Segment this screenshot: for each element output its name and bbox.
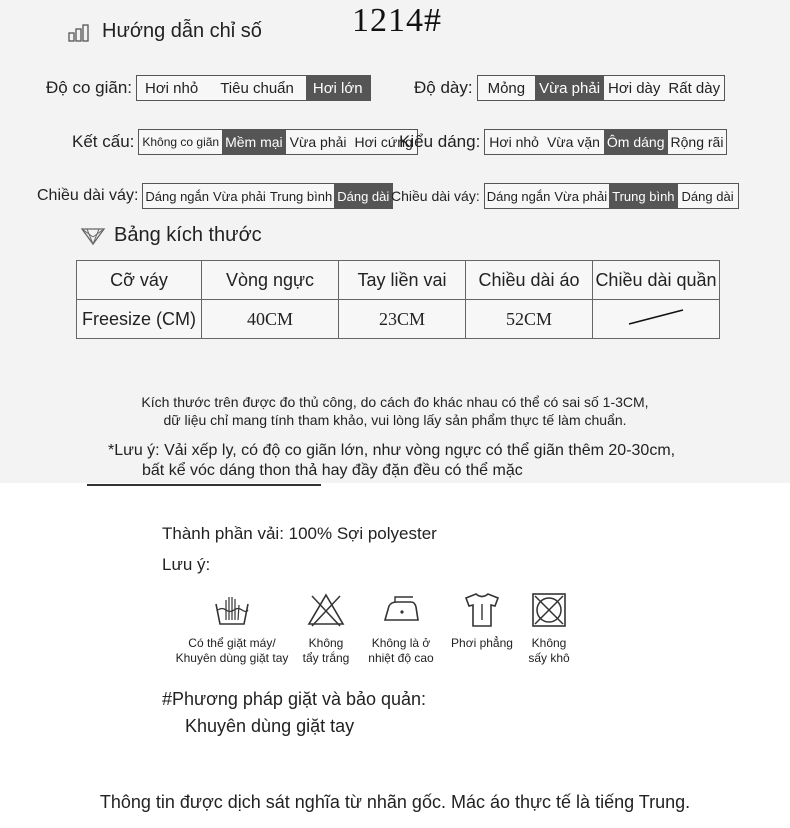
table-cell: 40CM (202, 300, 339, 339)
table-header-row (77, 261, 720, 300)
warning-note-line: bất kể vóc dáng thon thả hay đầy đặn đều có thể mặc (142, 462, 523, 479)
style-option-selected: Ôm dáng (604, 130, 668, 154)
style-option: Hơi nhỏ (489, 134, 539, 150)
thickness-label: Độ dày: (414, 78, 473, 97)
care-item-low-iron (363, 590, 439, 666)
measurement-note-line: Kích thước trên được đo thủ công, do cách đo khác nhau có thể có sai số 1-3CM, (141, 394, 649, 410)
care-label-line: Có thể giặt máy/ (188, 636, 276, 650)
care-label (528, 636, 569, 666)
dress-length-option: Vừa phải (213, 188, 266, 204)
thickness-row (414, 75, 725, 101)
divider (87, 484, 321, 486)
dress-length-option-selected: Trung bình (609, 184, 677, 208)
wash-method-value: Khuyên dùng giặt tay (185, 716, 355, 736)
product-code: 1214# (352, 2, 442, 39)
elasticity-option-selected: Hơi lớn (306, 76, 370, 100)
table-cell: 52CM (466, 300, 593, 339)
warning-note-line: *Lưu ý: Vải xếp ly, có độ co giãn lớn, như vòng ngực có thể giãn thêm 20-30cm, (108, 442, 676, 459)
elasticity-option: Tiêu chuẩn (220, 79, 294, 97)
care-label-line: Phơi phẳng (451, 636, 513, 650)
dress-length-row-1 (37, 183, 393, 209)
care-label (303, 636, 350, 666)
thickness-option-selected: Vừa phải (535, 76, 604, 100)
table-cell: 23CM (339, 300, 466, 339)
care-label (176, 636, 289, 666)
dress-length-option-selected: Dáng dài (334, 184, 392, 208)
diamond-icon (80, 226, 106, 246)
table-header-cell: Cỡ váy (77, 261, 202, 300)
bars-icon (68, 22, 94, 42)
warning-note (108, 441, 675, 481)
style-label: Kiểu dáng: (399, 132, 481, 151)
low-iron-icon (381, 590, 421, 630)
dress-length-label: Chiều dài váy: (391, 188, 480, 204)
elasticity-label: Độ co giãn: (46, 78, 132, 97)
translation-footer: Thông tin được dịch sát nghĩa từ nhãn gốc. Mác áo thực tế là tiếng Trung. (99, 792, 691, 812)
care-label (368, 636, 433, 666)
dash-mark (621, 305, 691, 329)
texture-row (72, 129, 418, 155)
no-bleach-icon (306, 590, 346, 630)
dress-length-option: Vừa phải (554, 188, 608, 204)
measurement-note (0, 393, 790, 429)
style-option: Vừa vặn (546, 134, 600, 150)
dress-length-label: Chiều dài váy: (37, 187, 139, 204)
measurement-note-line: dữ liệu chỉ mang tính tham khảo, vui lòng lấy sản phẩm thực tế làm chuẩn. (163, 412, 627, 428)
table-header-cell: Tay liền vai (339, 261, 466, 300)
elasticity-options (136, 75, 371, 101)
size-table (76, 260, 720, 339)
dress-length-options (142, 183, 393, 209)
care-label-line: Khuyên dùng giặt tay (175, 651, 289, 665)
care-label-line: Không (531, 636, 567, 650)
care-item-hand-wash (172, 590, 292, 666)
care-item-flat-dry (447, 590, 517, 651)
care-label-line: tẩy trắng (302, 651, 350, 665)
care-item-no-tumble-dry (521, 590, 577, 666)
care-label-line: Không (308, 636, 344, 650)
care-label (451, 636, 513, 651)
dress-length-row-2 (391, 183, 739, 209)
thickness-option: Hơi dày (608, 79, 661, 97)
caution-title: Lưu ý: (162, 555, 211, 574)
care-label-line: Không là ở (371, 636, 431, 650)
dress-length-option: Trung bình (269, 188, 333, 204)
care-label-line: sấy khô (528, 651, 570, 665)
size-chart-title: Bảng kích thước (114, 224, 262, 246)
texture-option: Không co giãn (142, 135, 220, 149)
dress-length-option: Dáng ngắn (145, 188, 210, 204)
elasticity-row (46, 75, 371, 101)
texture-label: Kết cấu: (72, 132, 135, 151)
flat-dry-icon (462, 590, 502, 630)
size-chart-header (80, 224, 262, 247)
texture-option: Hơi cứng (354, 134, 413, 150)
guide-header (68, 20, 262, 43)
guide-title: Hướng dẫn chỉ số (102, 20, 262, 42)
table-row (77, 300, 720, 339)
style-row (399, 129, 727, 155)
thickness-option: Rất dày (668, 79, 721, 97)
table-header-cell: Chiều dài áo (466, 261, 593, 300)
thickness-options (477, 75, 726, 101)
texture-options (138, 129, 417, 155)
hand-wash-icon (212, 590, 252, 630)
fabric-composition: Thành phần vải: 100% Sợi polyester (162, 524, 437, 543)
table-cell-empty (593, 300, 720, 339)
table-header-cell: Chiều dài quần (593, 261, 720, 300)
texture-option: Vừa phải (289, 134, 347, 150)
dress-length-option: Dáng ngắn (486, 188, 551, 204)
table-cell: Freesize (CM) (77, 300, 202, 339)
texture-option-selected: Mềm mại (222, 130, 286, 154)
elasticity-option: Hơi nhỏ (145, 79, 199, 97)
wash-method-title: #Phương pháp giặt và bảo quản: (162, 689, 427, 709)
thickness-option: Mỏng (487, 79, 526, 97)
table-header-cell: Vòng ngực (202, 261, 339, 300)
care-item-no-bleach (298, 590, 354, 666)
dress-length-option: Dáng dài (681, 188, 734, 204)
dress-length-options (484, 183, 739, 209)
no-tumble-dry-icon (529, 590, 569, 630)
style-option: Rộng rãi (670, 134, 724, 150)
care-label-line: nhiệt độ cao (368, 651, 434, 665)
style-options (484, 129, 727, 155)
